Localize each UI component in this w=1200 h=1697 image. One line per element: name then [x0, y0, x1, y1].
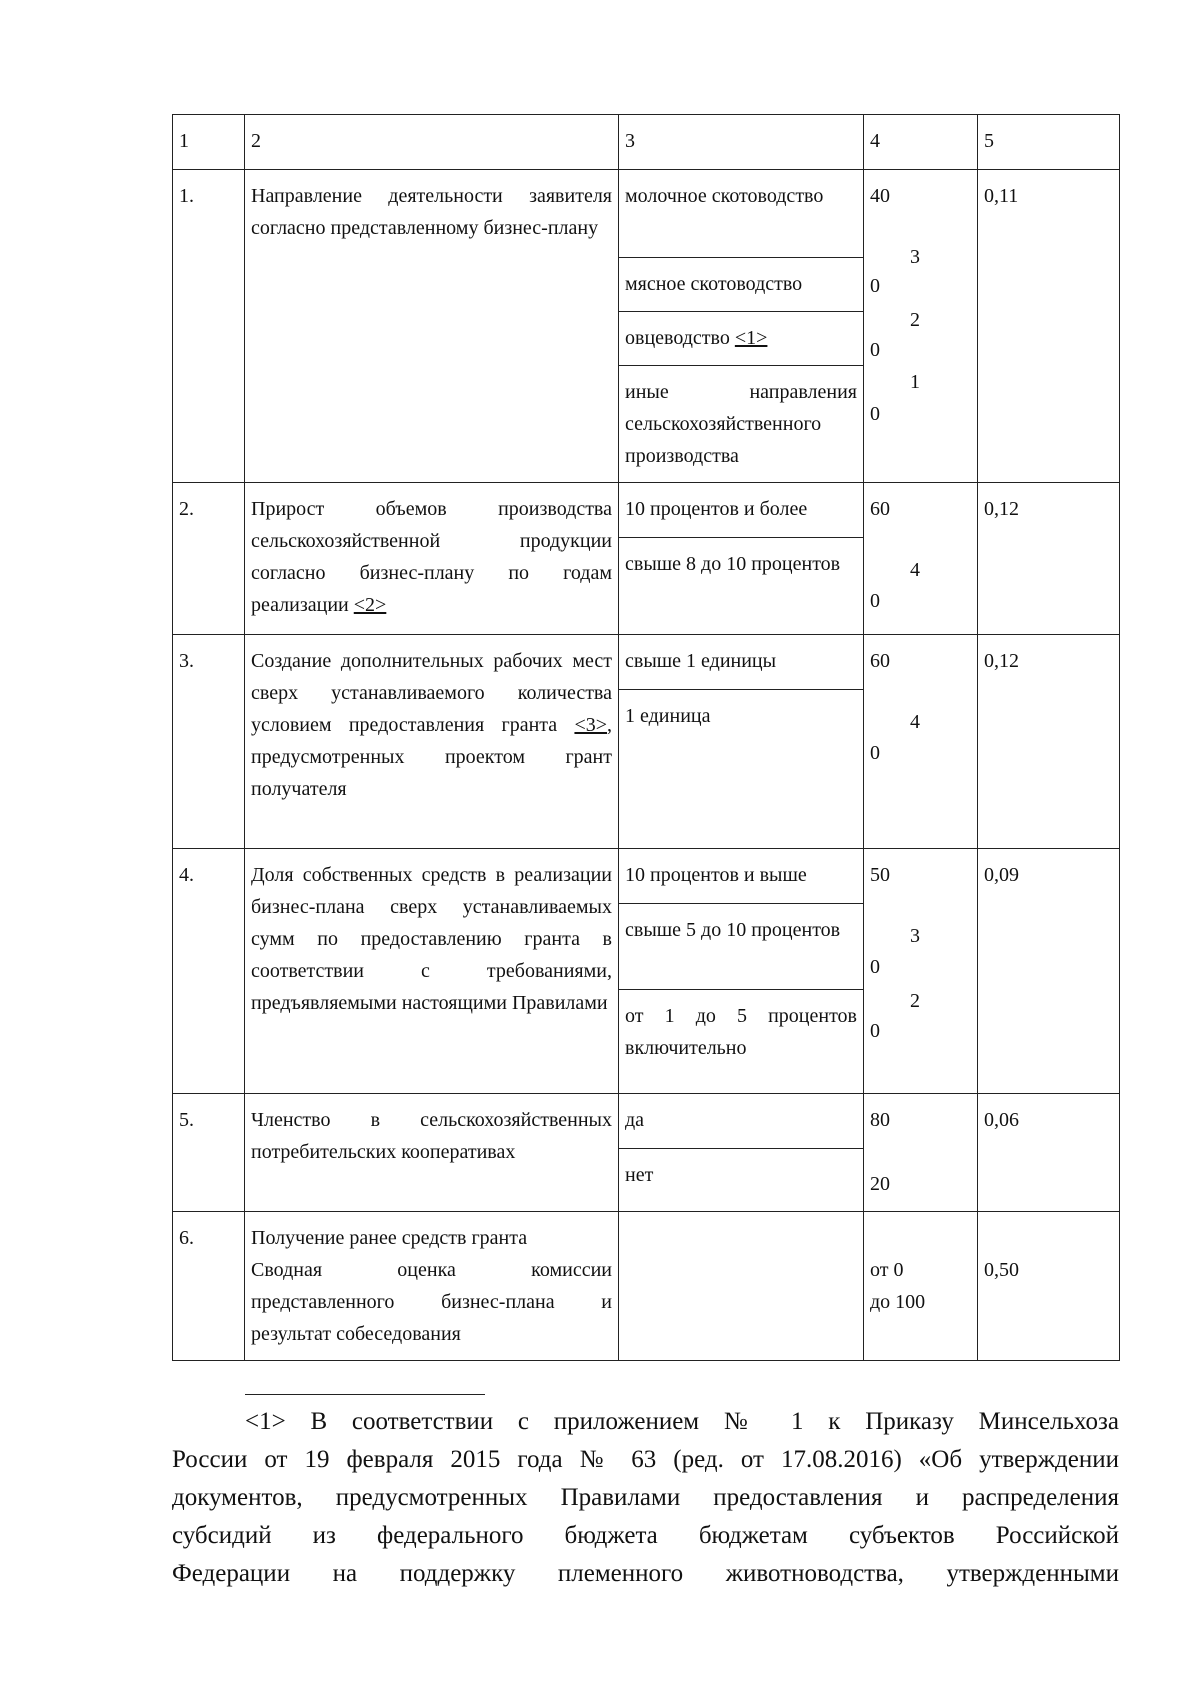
- options-cell: [619, 1094, 864, 1212]
- points-cell: [864, 1094, 978, 1212]
- option-text: овцеводство: [625, 327, 735, 349]
- table-row: [173, 635, 1120, 849]
- points-value: 60: [870, 498, 890, 520]
- criterion-line: Получение ранее средств гранта: [251, 1227, 528, 1249]
- table-row: [173, 170, 1120, 483]
- option-item: иные направления сельскохозяйственного производства: [619, 365, 863, 482]
- criterion-part: Создание дополнительных рабочих мест сверх устанавливаемого количества условием предоставления гранта: [251, 650, 612, 736]
- points-value: 1: [910, 371, 920, 393]
- table-row: [173, 849, 1120, 1094]
- footnote-line: России от 19 февраля 2015 года № 63 (ред. от 17.08.2016) «Об утверждении: [172, 1446, 1119, 1473]
- criteria-table: [172, 114, 1120, 1361]
- points-value: 50: [870, 864, 890, 886]
- points-cell: [864, 635, 978, 849]
- weight-value: 0,11: [978, 170, 1120, 483]
- points-value: от 0: [870, 1259, 904, 1281]
- points-value: 0: [870, 339, 880, 361]
- weight-value: 0,06: [978, 1094, 1120, 1212]
- table-header-row: [173, 115, 1120, 170]
- footnote-link-2[interactable]: <2>: [353, 594, 387, 616]
- options-cell: [619, 170, 864, 483]
- points-value: 0: [870, 275, 880, 297]
- criterion-text: [245, 483, 619, 635]
- header-cell: 4: [864, 115, 978, 170]
- row-number: 4.: [173, 849, 245, 1094]
- points-value: 4: [910, 559, 920, 581]
- row-number: 6.: [173, 1212, 245, 1361]
- points-value: 0: [870, 590, 880, 612]
- weight-value: 0,12: [978, 635, 1120, 849]
- row-number: 2.: [173, 483, 245, 635]
- criterion-text: Направление деятельности заявителя согласно представленному бизнес-плану: [245, 170, 619, 483]
- row-number: 3.: [173, 635, 245, 849]
- points-cell: [864, 483, 978, 635]
- table-row: [173, 1094, 1120, 1212]
- criterion-text: Доля собственных средств в реализации бизнес-плана сверх устанавливаемых сумм по предоставлению гранта в соответствии с требованиями, предъявляемыми настоящими Правилами: [245, 849, 619, 1094]
- option-item: да: [625, 1109, 645, 1131]
- points-value: 3: [910, 246, 920, 268]
- options-cell: [619, 635, 864, 849]
- points-cell: [864, 170, 978, 483]
- option-item: мясное скотоводство: [619, 257, 863, 311]
- footnote-separator: [245, 1394, 485, 1395]
- criterion-text: [245, 1212, 619, 1361]
- points-value: 2: [910, 309, 920, 331]
- option-item: от 1 до 5 процентов включительно: [619, 989, 863, 1092]
- option-item: 1 единица: [619, 689, 863, 847]
- criterion-line: Сводная оценка комиссии представленного бизнес-плана и результат собеседования: [251, 1259, 612, 1345]
- criterion-part: , предусмотренных проектом грант получателя: [251, 714, 612, 800]
- table-row: [173, 483, 1120, 635]
- row-number: 1.: [173, 170, 245, 483]
- points-value: 4: [910, 711, 920, 733]
- weight-value: 0,12: [978, 483, 1120, 635]
- points-value: 0: [870, 403, 880, 425]
- header-cell: 3: [619, 115, 864, 170]
- footnote-text: [172, 1403, 1119, 1593]
- option-item: 10 процентов и выше: [625, 864, 807, 886]
- footnote-line: <1> В соответствии с приложением № 1 к Приказу Минсельхоза: [245, 1408, 1119, 1435]
- criterion-text: [245, 635, 619, 849]
- option-item: [619, 311, 863, 365]
- footnote-line: документов, предусмотренных Правилами предоставления и распределения: [172, 1484, 1119, 1511]
- footnote-link-1[interactable]: <1>: [734, 327, 768, 349]
- option-item: молочное скотоводство: [625, 185, 824, 207]
- points-value: 40: [870, 185, 890, 207]
- criterion-text: Членство в сельскохозяйственных потребительских кооперативах: [245, 1094, 619, 1212]
- footnote-line: субсидий из федерального бюджета бюджетам субъектов Российской: [172, 1522, 1119, 1549]
- points-value: 2: [910, 990, 920, 1012]
- footnote-link-3[interactable]: <3>: [574, 714, 607, 736]
- weight-value: 0,09: [978, 849, 1120, 1094]
- option-item: свыше 5 до 10 процентов: [619, 903, 863, 989]
- option-item: свыше 8 до 10 процентов: [619, 537, 863, 633]
- points-value: 3: [910, 925, 920, 947]
- criterion-part: Прирост объемов производства сельскохозяйственной продукции согласно бизнес-плану по годам реализации: [251, 498, 612, 616]
- points-value: до 100: [870, 1291, 926, 1313]
- points-cell: [864, 1212, 978, 1361]
- row-number: 5.: [173, 1094, 245, 1212]
- table-row: [173, 1212, 1120, 1361]
- points-value: 60: [870, 650, 890, 672]
- points-value: 80: [870, 1109, 890, 1131]
- points-value: 20: [870, 1173, 890, 1195]
- weight-value: 0,50: [978, 1212, 1120, 1361]
- options-cell: [619, 483, 864, 635]
- option-item: нет: [619, 1148, 863, 1210]
- points-value: 0: [870, 742, 880, 764]
- option-item: 10 процентов и более: [625, 498, 808, 520]
- footnote-line: Федерации на поддержку племенного животноводства, утвержденными: [172, 1560, 1119, 1587]
- options-cell: [619, 1212, 864, 1361]
- points-cell: [864, 849, 978, 1094]
- header-cell: 2: [245, 115, 619, 170]
- options-cell: [619, 849, 864, 1094]
- points-value: 0: [870, 1020, 880, 1042]
- option-item: свыше 1 единицы: [625, 650, 777, 672]
- points-value: 0: [870, 956, 880, 978]
- header-cell: 5: [978, 115, 1120, 170]
- header-cell: 1: [173, 115, 245, 170]
